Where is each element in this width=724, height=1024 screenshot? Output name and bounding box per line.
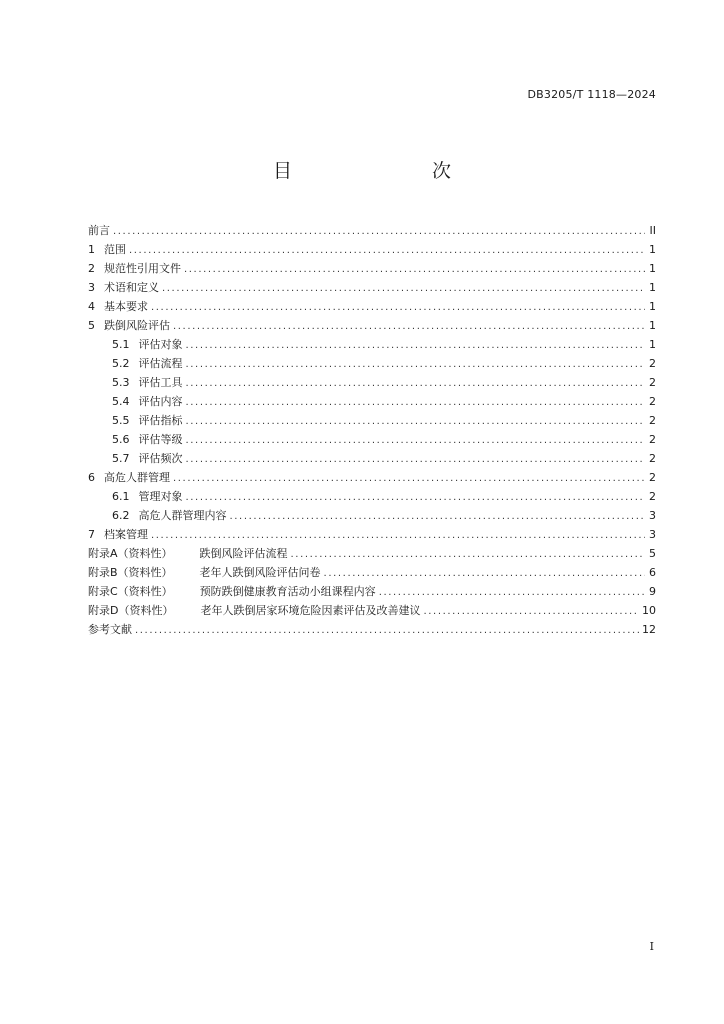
toc-entry-label: 前言 xyxy=(88,224,110,237)
toc-entry[interactable] xyxy=(88,374,656,393)
toc-entry[interactable] xyxy=(88,412,656,431)
toc-entry-number: 1 xyxy=(88,243,95,256)
toc-entry-label: 跌倒风险评估 xyxy=(104,319,170,332)
toc-entry[interactable] xyxy=(88,583,656,602)
toc-entry-number: 4 xyxy=(88,300,95,313)
toc-entry-number: 5.3 xyxy=(112,376,130,389)
toc-entry-number: 3 xyxy=(88,281,95,294)
toc-entry-label: 规范性引用文件 xyxy=(104,262,181,275)
toc-entry-page: 2 xyxy=(649,433,656,446)
toc-entry-page: 3 xyxy=(649,528,656,541)
toc-entry-label: 档案管理 xyxy=(104,528,148,541)
toc-entry-number: 2 xyxy=(88,262,95,275)
toc-entry-page: 5 xyxy=(649,547,656,560)
toc-entry-page: 12 xyxy=(642,623,656,636)
toc-entry-number: 5.4 xyxy=(112,395,130,408)
toc-entry-page: 2 xyxy=(649,357,656,370)
toc-leader-dots xyxy=(173,473,645,484)
toc-entry[interactable] xyxy=(88,545,656,564)
toc-entry-label: 老年人跌倒居家环境危险因素评估及改善建议 xyxy=(200,604,421,617)
toc-entry-page: 1 xyxy=(649,243,656,256)
toc-entry-number: 6.2 xyxy=(112,509,130,522)
toc-entry-label: 评估对象 xyxy=(138,338,183,351)
toc-leader-dots xyxy=(135,625,639,636)
toc-leader-dots xyxy=(291,549,645,560)
toc-entry-number: 5.1 xyxy=(112,338,130,351)
toc-entry-label: 参考文献 xyxy=(88,623,132,636)
toc-leader-dots xyxy=(379,587,645,598)
toc-entry[interactable] xyxy=(88,355,656,374)
toc-entry-number: 附录A（资料性） xyxy=(88,547,173,560)
toc-entry[interactable] xyxy=(88,241,656,260)
page-title: 目 次 xyxy=(272,160,485,182)
toc-entry-page: 2 xyxy=(649,452,656,465)
toc-leader-dots xyxy=(113,226,645,237)
toc-entry-label: 预防跌倒健康教育活动小组课程内容 xyxy=(199,585,376,598)
toc-entry-number: 5.7 xyxy=(112,452,130,465)
toc-entry[interactable] xyxy=(88,450,656,469)
toc-entry-label: 基本要求 xyxy=(104,300,148,313)
toc-entry[interactable] xyxy=(88,431,656,450)
toc-entry[interactable] xyxy=(88,222,656,241)
toc-entry[interactable] xyxy=(88,279,656,298)
toc-entry-page: 1 xyxy=(649,338,656,351)
toc-entry-label: 评估流程 xyxy=(138,357,183,370)
toc-leader-dots xyxy=(184,264,645,275)
toc-leader-dots xyxy=(186,492,646,503)
toc-leader-dots xyxy=(230,511,646,522)
toc-leader-dots xyxy=(186,416,646,427)
toc-leader-dots xyxy=(186,435,646,446)
toc-entry-page: II xyxy=(649,224,656,237)
toc-entry-label: 跌倒风险评估流程 xyxy=(199,547,288,560)
toc-entry-number: 7 xyxy=(88,528,95,541)
toc-entry-page: 1 xyxy=(649,319,656,332)
page-number: I xyxy=(649,940,654,953)
toc-entry[interactable] xyxy=(88,507,656,526)
table-of-contents xyxy=(88,222,656,640)
toc-leader-dots xyxy=(186,378,646,389)
toc-entry-number: 附录B（资料性） xyxy=(88,566,173,579)
toc-leader-dots xyxy=(186,340,646,351)
toc-entry[interactable] xyxy=(88,488,656,507)
toc-entry-page: 2 xyxy=(649,376,656,389)
toc-leader-dots xyxy=(186,359,646,370)
toc-leader-dots xyxy=(151,530,645,541)
toc-entry-label: 老年人跌倒风险评估问卷 xyxy=(199,566,321,579)
toc-leader-dots xyxy=(186,397,646,408)
toc-entry-page: 2 xyxy=(649,414,656,427)
toc-entry-label: 术语和定义 xyxy=(104,281,159,294)
toc-entry[interactable] xyxy=(88,602,656,621)
document-code: DB3205/T 1118—2024 xyxy=(527,88,656,101)
toc-entry-label: 高危人群管理内容 xyxy=(138,509,227,522)
toc-entry-number: 附录C（资料性） xyxy=(88,585,173,598)
toc-entry[interactable] xyxy=(88,298,656,317)
toc-entry-label: 评估指标 xyxy=(138,414,183,427)
toc-leader-dots xyxy=(324,568,645,579)
toc-entry-label: 高危人群管理 xyxy=(104,471,170,484)
toc-entry-label: 评估内容 xyxy=(138,395,183,408)
toc-entry-page: 9 xyxy=(649,585,656,598)
toc-entry-label: 范围 xyxy=(104,243,126,256)
toc-entry-page: 10 xyxy=(642,604,656,617)
toc-entry-page: 2 xyxy=(649,395,656,408)
toc-entry-page: 2 xyxy=(649,471,656,484)
toc-entry[interactable] xyxy=(88,621,656,640)
toc-entry-label: 管理对象 xyxy=(138,490,183,503)
toc-leader-dots xyxy=(173,321,645,332)
toc-leader-dots xyxy=(129,245,645,256)
toc-entry-number: 5 xyxy=(88,319,95,332)
toc-entry-page: 1 xyxy=(649,300,656,313)
toc-entry-page: 3 xyxy=(649,509,656,522)
toc-entry[interactable] xyxy=(88,260,656,279)
toc-entry-label: 评估工具 xyxy=(138,376,183,389)
toc-leader-dots xyxy=(162,283,645,294)
toc-entry-page: 2 xyxy=(649,490,656,503)
toc-entry[interactable] xyxy=(88,469,656,488)
toc-leader-dots xyxy=(423,606,639,617)
toc-leader-dots xyxy=(151,302,645,313)
toc-entry-number: 附录D（资料性） xyxy=(88,604,174,617)
toc-entry-number: 6 xyxy=(88,471,95,484)
toc-entry-number: 5.2 xyxy=(112,357,130,370)
toc-entry-page: 1 xyxy=(649,262,656,275)
toc-entry[interactable] xyxy=(88,564,656,583)
toc-entry-label: 评估频次 xyxy=(138,452,183,465)
toc-entry[interactable] xyxy=(88,317,656,336)
toc-entry-number: 6.1 xyxy=(112,490,130,503)
toc-entry[interactable] xyxy=(88,336,656,355)
toc-entry-page: 6 xyxy=(649,566,656,579)
toc-entry[interactable] xyxy=(88,526,656,545)
toc-entry-label: 评估等级 xyxy=(138,433,183,446)
toc-entry-number: 5.5 xyxy=(112,414,130,427)
toc-entry-page: 1 xyxy=(649,281,656,294)
toc-leader-dots xyxy=(186,454,646,465)
toc-entry-number: 5.6 xyxy=(112,433,130,446)
toc-entry[interactable] xyxy=(88,393,656,412)
